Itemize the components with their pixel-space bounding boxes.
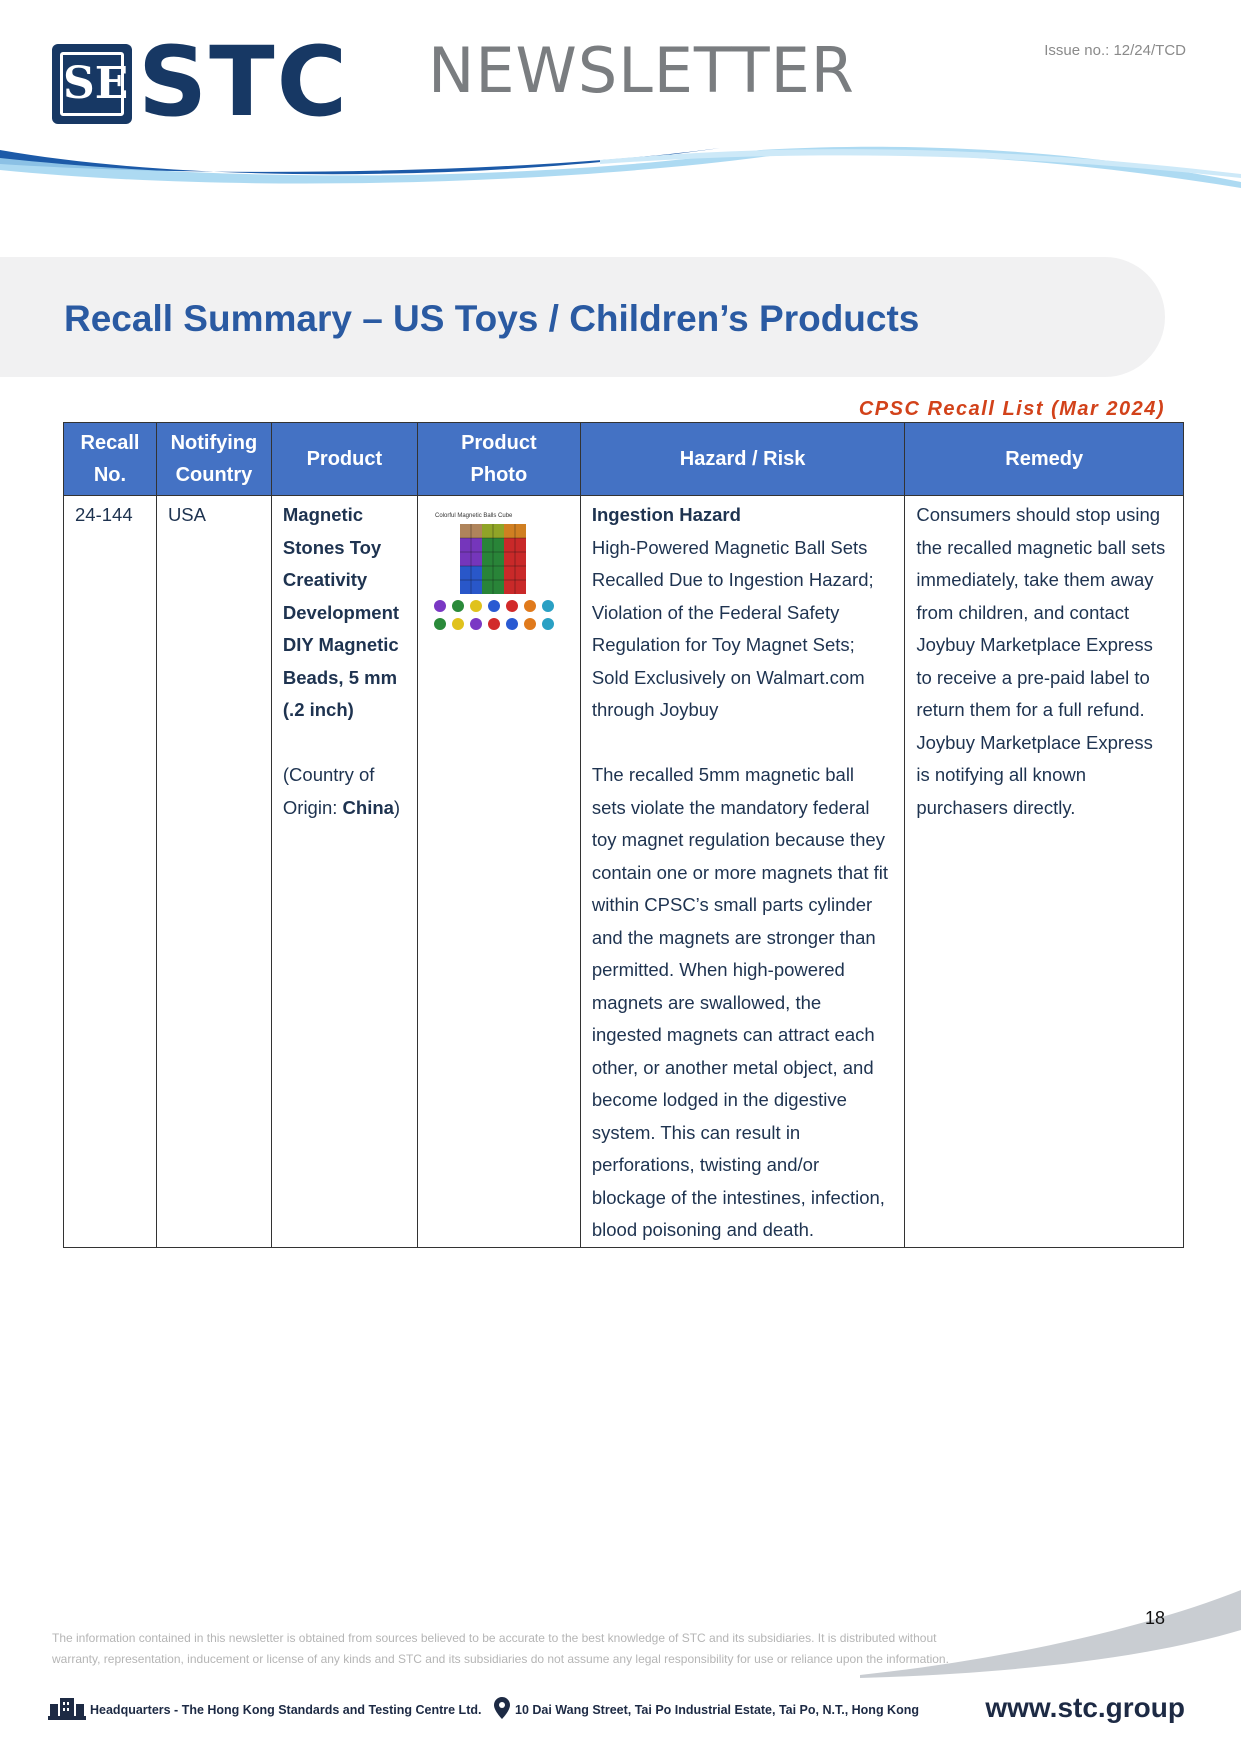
header-remedy: Remedy [905,423,1184,496]
stc-logo-mark [52,44,132,124]
issue-number: Issue no.: 12/24/TCD [1044,42,1186,59]
header-product: Product [271,423,417,496]
building-icon [48,1694,86,1720]
country-cell: USA [156,496,271,1248]
stc-logo-text: STC [138,26,350,138]
product-cell [271,496,417,1248]
product-name: Magnetic Stones Toy Creativity Development DIY Magnetic Beads, 5 mm (.2 inch) [282,504,400,720]
header-swoosh [0,140,1241,200]
headquarters-text: Headquarters - The Hong Kong Standards and Testing Centre Ltd. [90,1703,482,1717]
header-hazard: Hazard / Risk [580,423,905,496]
remedy-cell: Consumers should stop using the recalled magnetic ball sets immediately, take them away from children, and contact Joybuy Marketplace Express to receive a pre-paid label to return them for a full refund. Joybuy Marketplace Express is notifying all known purchasers directly. [905,496,1184,1248]
page-number: 18 [1145,1608,1166,1628]
table-row [64,496,1184,1248]
product-photo [430,508,570,638]
photo-caption: Colorful Magnetic Balls Cube [434,513,513,519]
recall-table [63,422,1184,1248]
header-country: Notifying Country [156,423,271,496]
recall-no-cell: 24-144 [64,496,157,1248]
website-link[interactable]: www.stc.group [985,1692,1185,1723]
address-text: 10 Dai Wang Street, Tai Po Industrial Estate, Tai Po, N.T., Hong Kong [515,1703,919,1717]
hazard-cell [580,496,905,1248]
header-recall-no: Recall No. [64,423,157,496]
disclaimer: The information contained in this newsletter is obtained from sources believed to be accurate to the best knowledge of STC and its subsidiaries. It is distributed without warranty, representation, inducement or license of any kinds and STC and its subsidiaries do not assume any legal responsibility for use or reliance upon the information. [52,1631,949,1666]
header-photo: Product Photo [417,423,580,496]
logo-glyph: SE [63,58,129,109]
cpsc-list-label: CPSC Recall List (Mar 2024) [858,398,1165,420]
newsletter-heading: NEWSLETTER [428,34,855,107]
country-of-origin: (Country of Origin: China) [282,764,401,818]
product-photo-cell [417,496,580,1248]
hazard-detail: The recalled 5mm magnetic ball sets violate the mandatory federal toy magnet regulation because they contain one or more magnets that fit within CPSC’s small parts cylinder and the magnets are stronger than permitted. When high-powered magnets are swallowed, the ingested magnets can attract each other, or another metal object, and become lodged in the digestive system. This can result in perforations, twisting and/or blockage of the intestines, infection, blood poisoning and death. [591,764,889,1240]
page-title: Recall Summary – US Toys / Children’s Products [64,298,920,339]
location-pin-icon [494,1697,510,1719]
hazard-summary: High-Powered Magnetic Ball Sets Recalled Due to Ingestion Hazard; Violation of the Federal Safety Regulation for Toy Magnet Sets; Sold Exclusively on Walmart.com through Joybuy [591,536,874,720]
table-header-row [64,423,1184,496]
hazard-title: Ingestion Hazard [591,504,741,525]
